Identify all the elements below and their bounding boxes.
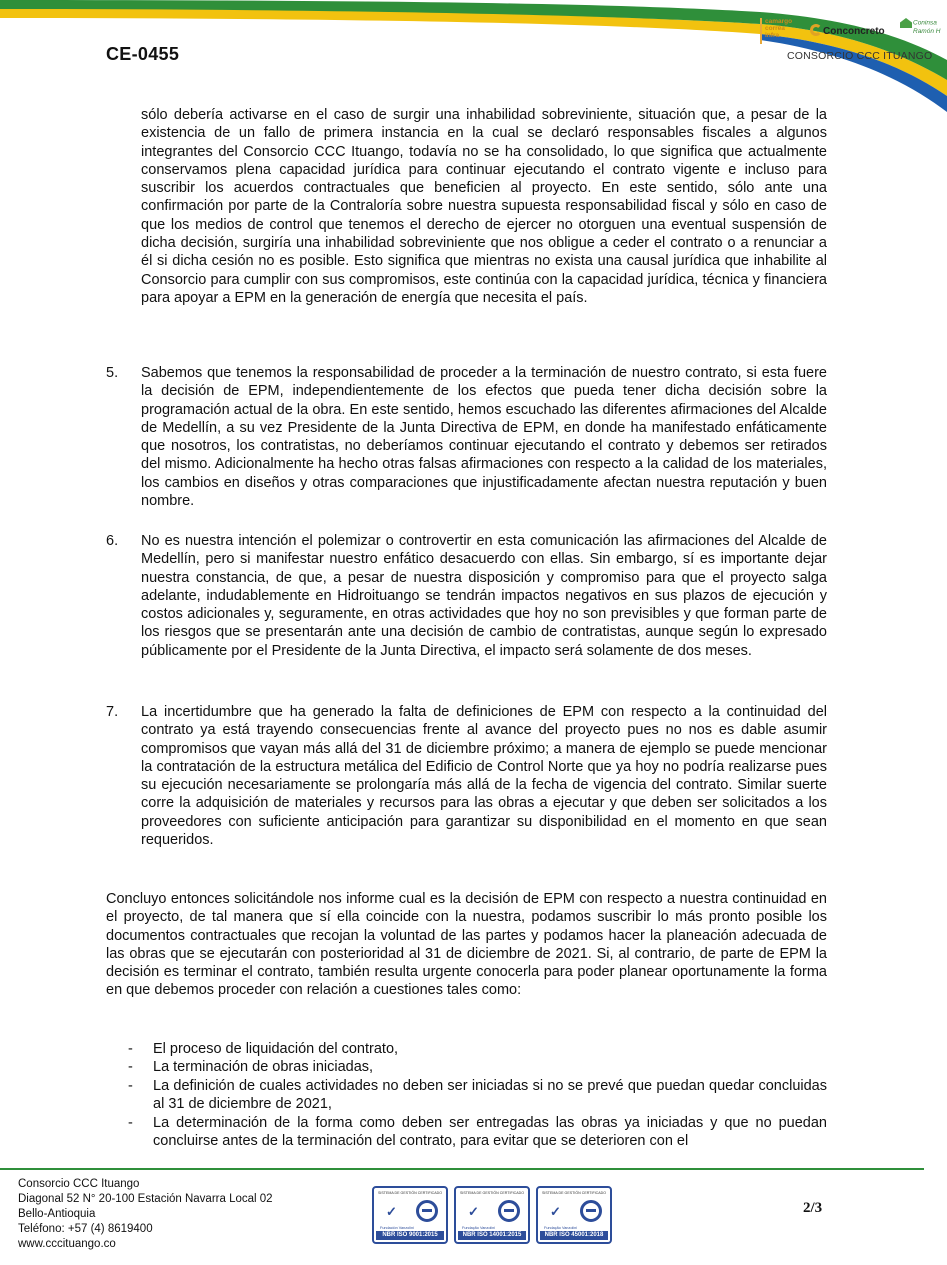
bullet-dash: - <box>128 1041 133 1057</box>
bullet-item: La determinación de la forma como deben ser entregadas las obras ya iniciadas y que no puedan concluirse antes de la terminación del contrato, para evitar que se deterioren con el <box>153 1115 827 1150</box>
bullet-dash: - <box>128 1078 133 1094</box>
vanzolini-v-icon: ✓ <box>550 1204 561 1219</box>
bullet-dash: - <box>128 1115 133 1131</box>
item-number: 5. <box>106 365 119 381</box>
bullet-item: La terminación de obras iniciadas, <box>153 1059 374 1075</box>
item-5-text: Sabemos que tenemos la responsabilidad de proceder a la terminación de nuestro contrato, si esta fuere la decisión de EPM, independientemente de los efectos que pueda tener dicha decisión sobre la programación actual de la obra. En este sentido, hemos escuchado las diferentes afirmaciones del Alcalde de Medellín, a su vez Presidente de la Junta Directiva de EPM, en donde ha manifestado enfáticamente que nosotros, los contratistas, no deberíamos continuar ejecutando el contrato y debemos ser retirados del mismo. Adicionalmente ha hecho otras falsas afirmaciones con respecto a la calidad de los materiales, los cambios en diseños y otras comparaciones que injustificadamente afectan nuestra reputación y buen nombre. <box>141 365 827 510</box>
bullet-item: La definición de cuales actividades no deben ser iniciadas si no se prevé que puedan quedar concluidas al 31 de diciembre de 2021, <box>153 1078 827 1113</box>
vanzolini-v-icon: ✓ <box>468 1204 479 1219</box>
coninsa-logo: Coninsa Ramón H <box>900 18 946 42</box>
camargo-correa-logo: camargo corrêa infra <box>760 18 809 44</box>
item-7-text: La incertidumbre que ha generado la falta de definiciones de EPM con respecto a la continuidad del contrato ya está trayendo consecuencias frente al avance del proyecto pues no nos es dable asumir compromisos que vayan más allá del 31 de diciembre próximo; a manera de ejemplo se puede mencionar la contratación de la estructura metálica del Edificio de Control Norte que ya hoy no podría realizarse pues su ejecución necesariamente se prolongaría más allá de la fecha de vigencia del contrato. Similar suerte corre la adquisición de materiales y recursos para las obras a ejecutar y que deben ser solicitados a los proveedores con suficiente anticipación para garantizar su disponibilidad en el momento en que sean requeridos. <box>141 704 827 849</box>
iso-45001-badge: SISTEMA DE GESTIÓN CERTIFICADO ✓ Fundação Vanzolini NBR ISO 45001:2018 <box>536 1186 612 1244</box>
iso-9001-badge: SISTEMA DE GESTIÓN CERTIFICADO ✓ Fundación Vanzolini NBR ISO 9001:2015 <box>372 1186 448 1244</box>
footer-divider <box>0 1168 924 1170</box>
bullet-item: El proceso de liquidación del contrato, <box>153 1041 399 1057</box>
website-link[interactable]: www.cccituango.co <box>18 1238 116 1250</box>
footer-address: Consorcio CCC Ituango Diagonal 52 N° 20-100 Estación Navarra Local 02 Bello-Antioquia Teléfono: +57 (4) 8619400 www.cccituango.co <box>18 1178 273 1250</box>
bullet-dash: - <box>128 1059 133 1075</box>
house-icon <box>900 18 912 28</box>
item-number: 7. <box>106 704 119 720</box>
intro-paragraph: sólo debería activarse en el caso de surgir una inhabilidad sobreviniente, situación que, a pesar de la existencia de un fallo de primera instancia en la cual se declaró responsables fiscales a algunos integrantes del Consorcio CCC Ituango, todavía no se ha consolidado, lo que significa que actualmente conservamos plena capacidad jurídica para continuar ejecutando el contrato vigente e incluso para suscribir los acuerdos contractuales que beneficien al proyecto. En este sentido, sólo ante una confirmación por parte de la Contraloría sobre nuestra supuesta responsabilidad fiscal y sólo en caso de que los medios de control que tenemos el derecho de ejercer no otorguen una eventual suspensión de dicha decisión, surgiría una inhabilidad sobreviniente que nos obligue a ceder el contrato o a renunciar a él si dicha cesión no es posible. Esto significa que mientras no exista una causal jurídica que inhabilite al Consorcio para cumplir con sus compromisos, este continúa con la capacidad jurídica, técnica y financiera para apoyar a EPM en la generación de energía que necesita el país. <box>141 107 827 306</box>
certification-seal-icon <box>416 1200 438 1222</box>
conconcreto-logo: Conconcreto <box>810 24 885 37</box>
page-number: 2/3 <box>803 1200 823 1216</box>
certification-seal-icon <box>498 1200 520 1222</box>
vanzolini-v-icon: ✓ <box>386 1204 397 1219</box>
iso-14001-badge: SISTEMA DE GESTIÓN CERTIFICADO ✓ Fundação Vanzolini NBR ISO 14001:2015 <box>454 1186 530 1244</box>
item-6-text: No es nuestra intención el polemizar o controvertir en esta comunicación las afirmaciones del Alcalde de Medellín, pero si manifestar nuestro enfático desacuerdo con ellas. Sin embargo, sí es importante dejar nuestra constancia, de que, a pesar de nuestra disposición y compromiso para que el proyecto salga adelante, indudablemente en Hidroituango se tendrán impactos negativos en sus plazos de ejecución y costos adicionales y, seguramente, en otras actividades que hoy no son previsibles y que forman parte de los riesgos que se presentarán ante una decisión de cambio de contratistas, aunque según lo expresado públicamente por el Presidente de la Junta Directiva, el impacto será solamente de dos meses. <box>141 533 827 659</box>
consorcio-title: CONSORCIO CCC ITUANGO <box>787 50 933 62</box>
conclusion-paragraph: Concluyo entonces solicitándole nos informe cual es la decisión de EPM con respecto a nuestra continuidad en el proyecto, de tal manera que sí ella coincide con la nuestra, podamos suscribir lo más pronto posible los documentos contractuales que recojan la voluntad de las partes y podamos hacer la planeación adecuada de las obras que se ejecutarán con posterioridad al 31 de diciembre de 2021. Si, al contrario, de parte de EPM la decisión es terminar el contrato, también resulta urgente conocerla para poder planear oportunamente la forma en que debemos proceder con relación a cuestiones tales como: <box>106 891 827 999</box>
conconcreto-c-icon <box>810 24 822 36</box>
certification-seal-icon <box>580 1200 602 1222</box>
partner-logos <box>760 14 946 74</box>
document-code: CE-0455 <box>106 44 180 64</box>
item-number: 6. <box>106 533 119 549</box>
